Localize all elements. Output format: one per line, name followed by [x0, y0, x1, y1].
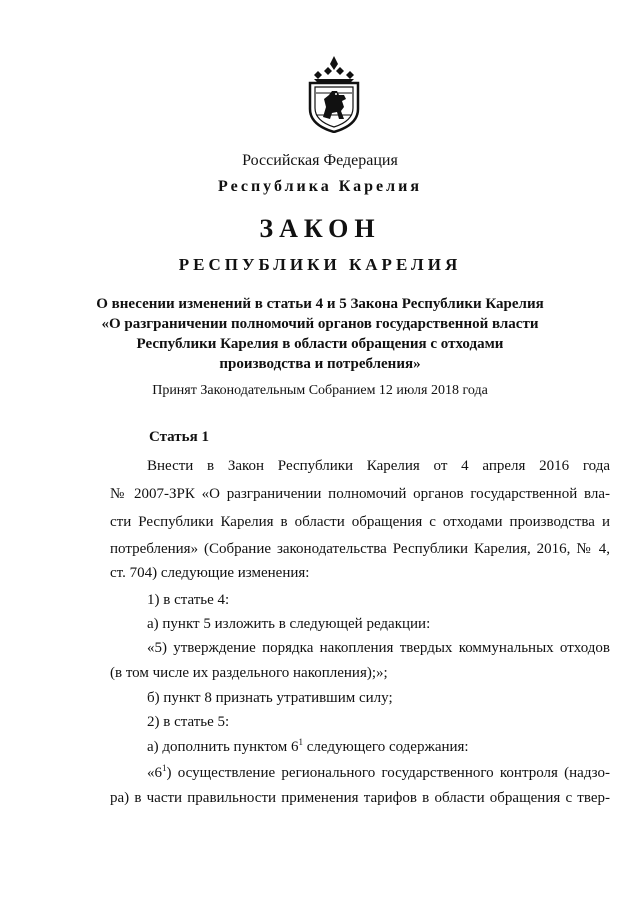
quote-text: «6 — [147, 765, 162, 781]
document-type: ЗАКОН — [259, 214, 381, 243]
list-item: 2) в статье 5: — [147, 714, 230, 730]
quote-line: (в том числе их раздельного накопления);»; — [110, 665, 388, 681]
law-title-line: Республики Карелия в области обращения с отходами — [136, 336, 504, 352]
quote-text: ) осуществление регионального государственного контроля (надзо- — [166, 765, 610, 781]
paragraph-line: ст. 704) следующие изменения: — [110, 565, 310, 581]
document-issuer: РЕСПУБЛИКИ КАРЕЛИЯ — [178, 255, 462, 274]
law-title-line: «О разграничении полномочий органов государственной власти — [101, 316, 539, 332]
law-title-line: О внесении изменений в статьи 4 и 5 Закона Республики Карелия — [96, 296, 544, 312]
article-heading: Статья 1 — [149, 429, 209, 445]
quote-line: «5) утверждение порядка накопления твердых коммунальных отходов — [147, 640, 610, 656]
republic-name: Республика Карелия — [218, 178, 422, 195]
list-item: а) пункт 5 изложить в следующей редакции: — [147, 616, 431, 632]
superscript: 1 — [298, 737, 304, 747]
karelia-coat-of-arms-icon — [304, 55, 364, 133]
superscript: 1 — [162, 763, 167, 773]
paragraph-line: № 2007-ЗРК «О разграничении полномочий органов государственной вла- — [110, 486, 610, 502]
adoption-date: Принят Законодательным Собранием 12 июля 2018 года — [152, 383, 488, 398]
list-item-text: следующего содержания: — [303, 739, 469, 755]
quote-line: ра) в части правильности применения тарифов в области обращения с твер- — [110, 790, 610, 806]
paragraph-line: потребления» (Собрание законодательства Республики Карелия, 2016, № 4, — [110, 541, 610, 557]
list-item: б) пункт 8 признать утратившим силу; — [147, 690, 393, 706]
law-title-line: производства и потребления» — [219, 356, 421, 372]
country-name: Российская Федерация — [242, 152, 398, 169]
list-item-text: а) дополнить пунктом 6 — [147, 739, 299, 755]
paragraph-line: Внести в Закон Республики Карелия от 4 апреля 2016 года — [147, 458, 610, 474]
list-item — [147, 739, 610, 756]
list-item: 1) в статье 4: — [147, 592, 230, 608]
quote-line — [147, 765, 610, 782]
paragraph-line: сти Республики Карелия в области обращения с отходами производства и — [110, 514, 610, 530]
